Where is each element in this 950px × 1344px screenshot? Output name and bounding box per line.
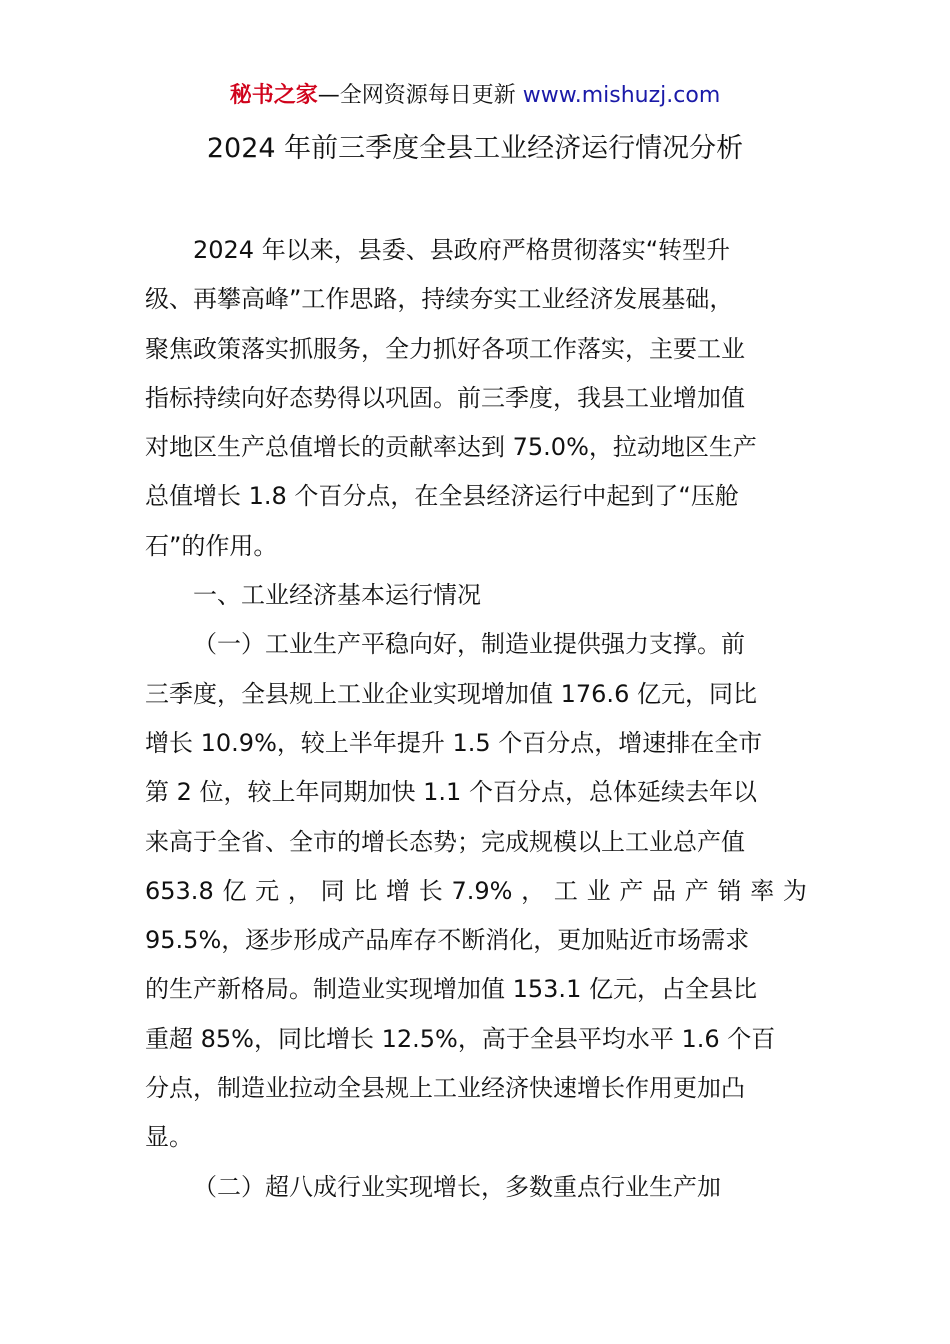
paragraph-line: 来高于全省、全市的增长态势；完成规模以上工业总产值 xyxy=(145,827,745,856)
header-separator: — xyxy=(317,83,340,108)
justified-token: 长 xyxy=(418,876,443,905)
justified-token: 元 xyxy=(255,876,280,905)
justified-token: 品 xyxy=(652,876,677,905)
paragraph-line: 95.5%，逐步形成产品库存不断消化，更加贴近市场需求 xyxy=(145,926,750,955)
paragraph-line: 重超 85%，同比增长 12.5%，高于全县平均水平 1.6 个百 xyxy=(145,1024,776,1053)
paragraph-line: 增长 10.9%，较上半年提升 1.5 个百分点，增速排在全市 xyxy=(145,728,763,757)
paragraph-line: 总值增长 1.8 个百分点，在全县经济运行中起到了“压舱 xyxy=(145,482,739,511)
site-url-link[interactable]: www.mishuzj.com xyxy=(522,83,721,108)
justified-token: 工 xyxy=(553,876,578,905)
paragraph-line: 对地区生产总值增长的贡献率达到 75.0%，拉动地区生产 xyxy=(145,433,757,462)
justified-token: 业 xyxy=(586,876,611,905)
paragraph-line: 第 2 位，较上年同期加快 1.1 个百分点，总体延续去年以 xyxy=(145,778,757,807)
paragraph-line: 分点，制造业拉动全县规上工业经济快速增长作用更加凸 xyxy=(145,1074,745,1103)
subsection-heading-line: （一）工业生产平稳向好，制造业提供强力支撑。前 xyxy=(193,630,745,659)
paragraph-line: 石”的作用。 xyxy=(145,531,278,560)
justified-token: 比 xyxy=(353,876,378,905)
paragraph-line: 级、再攀高峰”工作思路，持续夯实工业经济发展基础， xyxy=(145,285,734,314)
paragraph-line: 聚焦政策落实抓服务，全力抓好各项工作落实，主要工业 xyxy=(145,334,745,363)
site-brand: 秘书之家 xyxy=(229,83,318,108)
justified-token: 同 xyxy=(320,876,345,905)
justified-token: 653.8 xyxy=(145,876,214,905)
section-heading: 一、工业经济基本运行情况 xyxy=(193,581,481,610)
justified-token: 亿 xyxy=(222,876,247,905)
paragraph-line: 的生产新格局。制造业实现增加值 153.1 亿元，占全县比 xyxy=(145,975,757,1004)
paragraph-line: 2024 年以来，县委、县政府严格贯彻落实“转型升 xyxy=(193,236,731,264)
document-title: 2024 年前三季度全县工业经济运行情况分析 xyxy=(206,133,744,164)
justified-token: 为 xyxy=(782,876,807,905)
justified-token: 产 xyxy=(684,876,709,905)
justified-token: ， xyxy=(521,876,546,905)
justified-token: 产 xyxy=(619,876,644,905)
justified-token: 率 xyxy=(750,876,775,905)
document-body xyxy=(145,226,807,1212)
justified-token: 7.9% xyxy=(451,876,513,905)
subsection-heading-line: （二）超八成行业实现增长，多数重点行业生产加 xyxy=(193,1172,721,1201)
paragraph-line: 显。 xyxy=(145,1123,193,1152)
paragraph-line: 指标持续向好态势得以巩固。前三季度，我县工业增加值 xyxy=(145,383,745,412)
justified-token: 销 xyxy=(717,876,742,905)
paragraph-line: 三季度，全县规上工业企业实现增加值 176.6 亿元，同比 xyxy=(145,679,757,708)
justified-token: 增 xyxy=(386,876,411,905)
paragraph-line-justified xyxy=(145,867,807,916)
site-tagline: 全网资源每日更新 xyxy=(339,83,516,108)
justified-token: ， xyxy=(287,876,312,905)
site-header xyxy=(0,80,950,112)
